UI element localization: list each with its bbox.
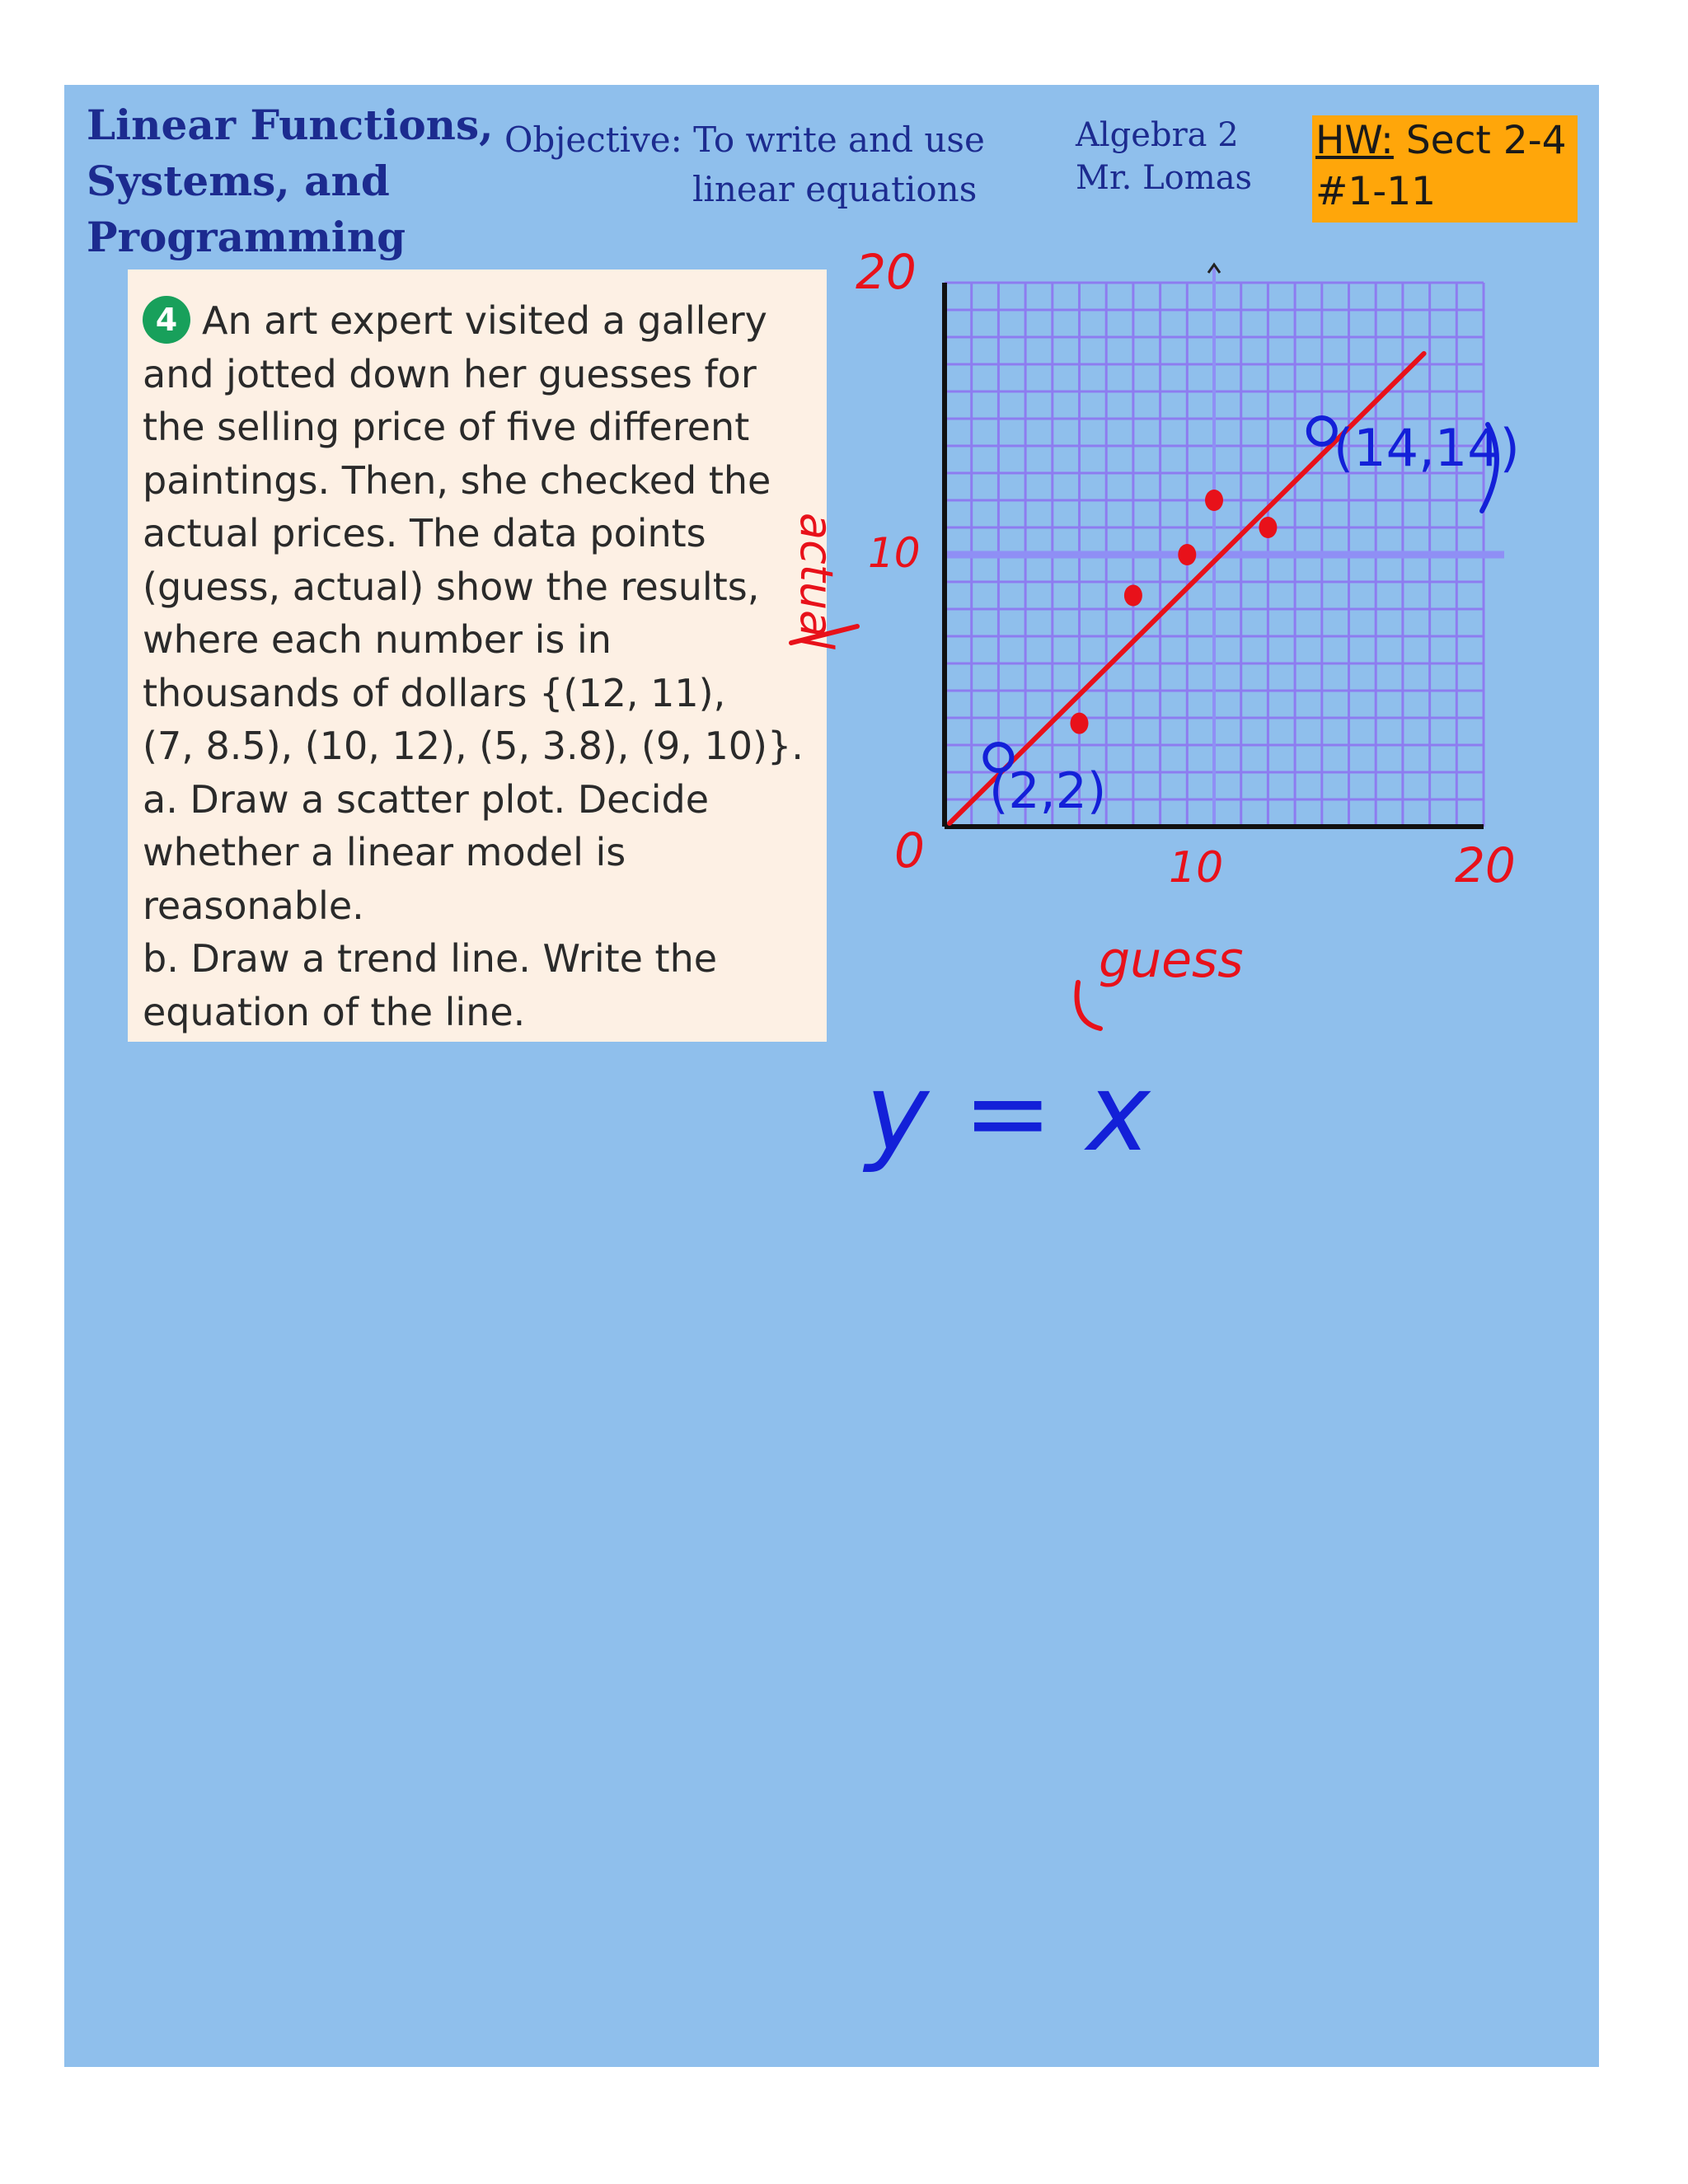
problem-text-8: (7, 8.5), (10, 12), (5, 3.8), (9, 10)}. [143, 724, 804, 768]
objective-line-1: Objective: To write and use [504, 120, 985, 160]
problem-text-3: paintings. Then, she checked the [143, 457, 771, 503]
problem-text-6: where each number is in [143, 617, 612, 662]
title-line-3: Programming [87, 213, 406, 261]
x-label-stroke [1077, 982, 1100, 1029]
problem-text-7: thousands of dollars {(12, 11), [143, 670, 726, 715]
problem-text-13: equation of the line. [143, 989, 526, 1034]
origin-label: 0 [894, 823, 925, 879]
point-label-high: (14,14) [1334, 418, 1520, 478]
data-point [1259, 517, 1277, 538]
teacher-name: Mr. Lomas [1076, 159, 1253, 197]
problem-text-9: a. Draw a scatter plot. Decide [143, 776, 710, 822]
y-max-label: 20 [856, 244, 917, 300]
problem-text-0: An art expert visited a gallery [202, 298, 767, 343]
point-label-low: (2,2) [989, 762, 1107, 820]
homework-problems: #1-11 [1315, 169, 1437, 214]
problem-number-badge: 4 [143, 296, 190, 344]
problem-text-12: b. Draw a trend line. Write the [143, 936, 718, 981]
data-point [1071, 713, 1089, 734]
course-name: Algebra 2 [1076, 116, 1239, 154]
equation-label: y = x [865, 1050, 1151, 1175]
x-axis-label: guess [1099, 931, 1244, 989]
problem-text-4: actual prices. The data points [143, 511, 706, 555]
problem-text-10: whether a linear model is [143, 830, 626, 874]
title-line-1: Linear Functions, [87, 101, 494, 149]
data-point [1178, 544, 1196, 565]
x-mid-label: 10 [1169, 843, 1224, 893]
problem-text-1: and jotted down her guesses for [143, 351, 757, 396]
handwritten-labels [790, 244, 1520, 1175]
data-points [1071, 490, 1278, 734]
problem-text-5: (guess, actual) show the results, [143, 564, 760, 609]
data-point [1205, 490, 1223, 511]
data-point [1124, 585, 1142, 607]
x-max-label: 20 [1455, 837, 1516, 893]
y-mid-label: 10 [868, 529, 921, 577]
homework-section: Sect 2-4 [1393, 118, 1567, 163]
y-axis-label: actual [790, 513, 842, 650]
problem-text-2: the selling price of five different [143, 405, 750, 449]
objective-line-2: linear equations [692, 169, 978, 209]
title-line-2: Systems, and [87, 157, 390, 205]
homework-label: HW: [1315, 118, 1394, 163]
problem-text-11: reasonable. [143, 883, 364, 928]
